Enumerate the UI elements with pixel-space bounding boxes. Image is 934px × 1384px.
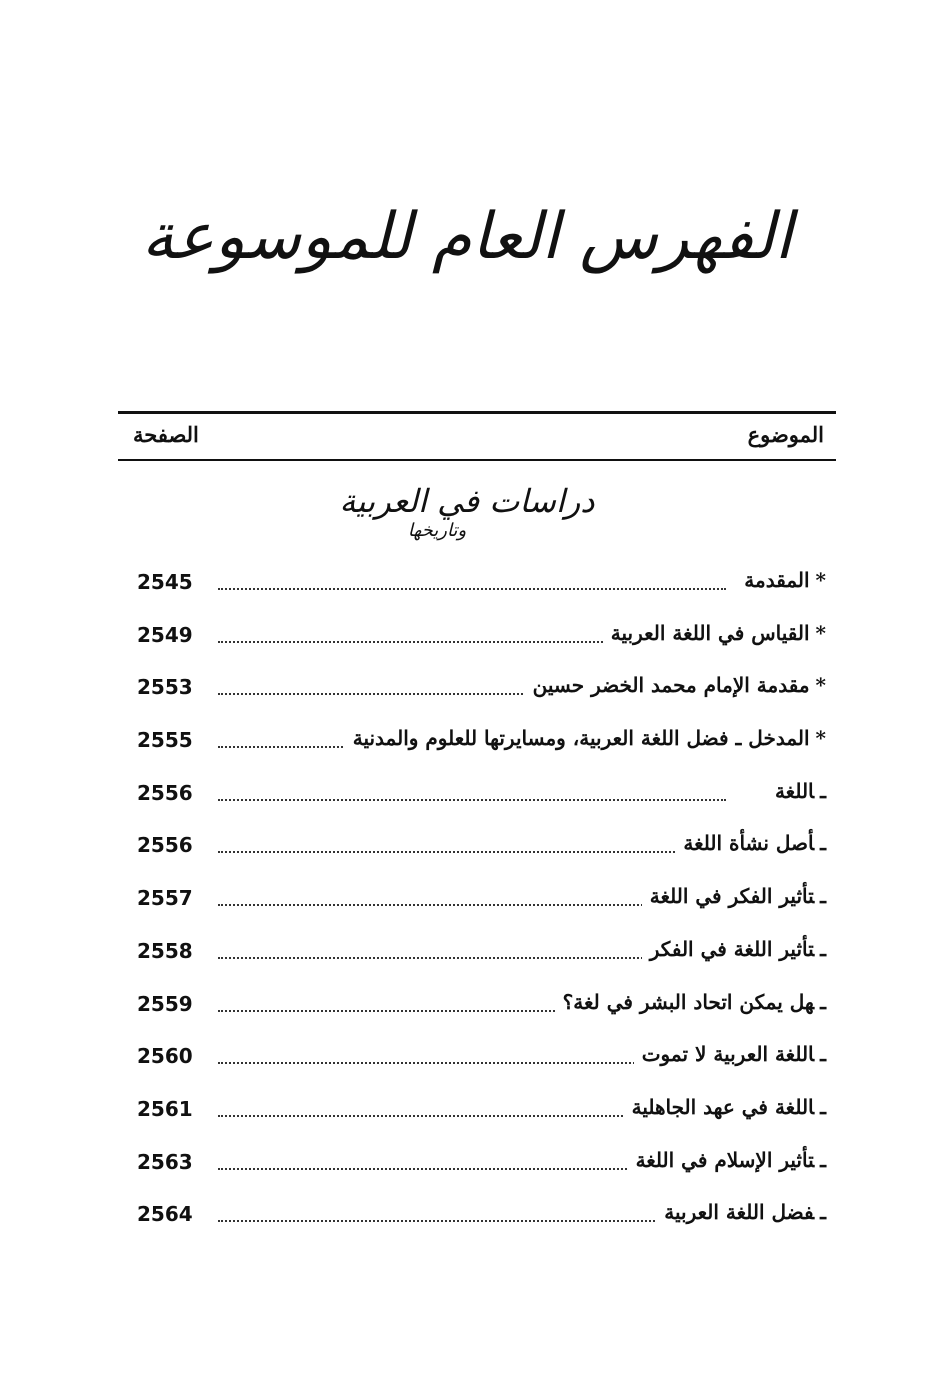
entry-marker: ـ <box>820 1042 826 1067</box>
toc-entry <box>118 1085 836 1138</box>
toc-entry <box>118 1032 836 1085</box>
page-number: 2553 <box>137 675 193 700</box>
entry-marker: * <box>815 568 826 592</box>
page-number: 2549 <box>137 622 193 647</box>
entry-marker: ـ <box>820 989 826 1014</box>
page-number: 2555 <box>137 728 193 753</box>
toc-entry <box>118 558 836 611</box>
entry-marker: ـ <box>820 778 826 803</box>
entry-text: اللغة في عهد الجاهلية <box>631 1094 815 1119</box>
toc-entry <box>118 716 836 769</box>
entry-title <box>767 779 826 803</box>
entry-text: تأثير الإسلام في اللغة <box>635 1147 815 1172</box>
entry-marker: ـ <box>820 1200 826 1225</box>
page-number: 2564 <box>137 1202 193 1227</box>
entry-text: اللغة العربية لا تموت <box>641 1042 815 1067</box>
entry-title <box>656 1200 826 1224</box>
header-bottom-rule <box>118 459 836 461</box>
page-number: 2556 <box>137 833 193 858</box>
entry-marker: ـ <box>820 936 826 961</box>
entry-title <box>634 1042 826 1066</box>
entry-marker: ـ <box>820 884 826 909</box>
page-title: الفهرس العام للموسوعة <box>141 200 793 274</box>
entry-text: اللغة <box>774 778 815 803</box>
header-top-rule <box>118 411 836 414</box>
entry-marker: ـ <box>820 831 826 856</box>
entry-title <box>675 831 826 855</box>
toc-entry <box>118 927 836 980</box>
entry-text: المقدمة <box>744 568 810 592</box>
dot-leader <box>218 839 726 853</box>
toc-entry <box>118 769 836 822</box>
entry-text: أصل نشأة اللغة <box>683 831 815 856</box>
entry-title <box>345 726 826 750</box>
dot-leader <box>218 787 726 801</box>
entry-title <box>603 621 826 645</box>
toc-entry <box>118 663 836 716</box>
section-logo-line2: وتاريخها <box>407 520 467 541</box>
section-logo-line1: دراسات في العربية <box>339 482 595 520</box>
entry-text: مقدمة الإمام محمد الخضر حسين <box>532 673 810 698</box>
toc-entry <box>118 980 836 1033</box>
topic-column-header: الموضوع <box>747 422 824 447</box>
entry-text: فضل اللغة العربية <box>664 1200 815 1225</box>
section-logo <box>0 482 934 542</box>
entry-text: القياس في اللغة العربية <box>610 620 810 645</box>
toc-entry <box>118 1138 836 1191</box>
toc-entry <box>118 874 836 927</box>
page-number: 2560 <box>137 1044 193 1069</box>
entry-title <box>555 990 826 1014</box>
entry-title <box>642 884 826 908</box>
entry-title <box>525 673 826 697</box>
entry-marker: * <box>815 726 826 751</box>
toc-entry <box>118 611 836 664</box>
entry-text: المدخل ـ فضل اللغة العربية، ومسايرتها للعلوم والمدنية <box>352 726 810 751</box>
entry-text: تأثير اللغة في الفكر <box>649 936 815 961</box>
page-column-header: الصفحة <box>133 422 199 447</box>
dot-leader <box>218 576 726 590</box>
entry-title <box>736 568 826 592</box>
dot-leader <box>218 1208 726 1222</box>
toc-entry <box>118 821 836 874</box>
entry-text: هل يمكن اتحاد البشر في لغة؟ <box>562 989 815 1014</box>
page-number: 2563 <box>137 1149 193 1174</box>
entry-title <box>628 1148 826 1172</box>
page-number: 2557 <box>137 886 193 911</box>
entry-title <box>642 937 826 961</box>
page-number: 2545 <box>137 570 193 594</box>
entry-marker: * <box>815 673 826 698</box>
page-number: 2556 <box>137 780 193 805</box>
toc-entry <box>118 1190 836 1243</box>
entry-marker: * <box>815 620 826 645</box>
page-number: 2559 <box>137 991 193 1016</box>
entry-text: تأثير الفكر في اللغة <box>649 884 815 909</box>
entry-marker: ـ <box>820 1147 826 1172</box>
page-number: 2558 <box>137 938 193 963</box>
entry-title <box>624 1095 826 1119</box>
toc-list <box>118 558 836 1243</box>
entry-marker: ـ <box>820 1094 826 1119</box>
page-number: 2561 <box>137 1096 193 1121</box>
